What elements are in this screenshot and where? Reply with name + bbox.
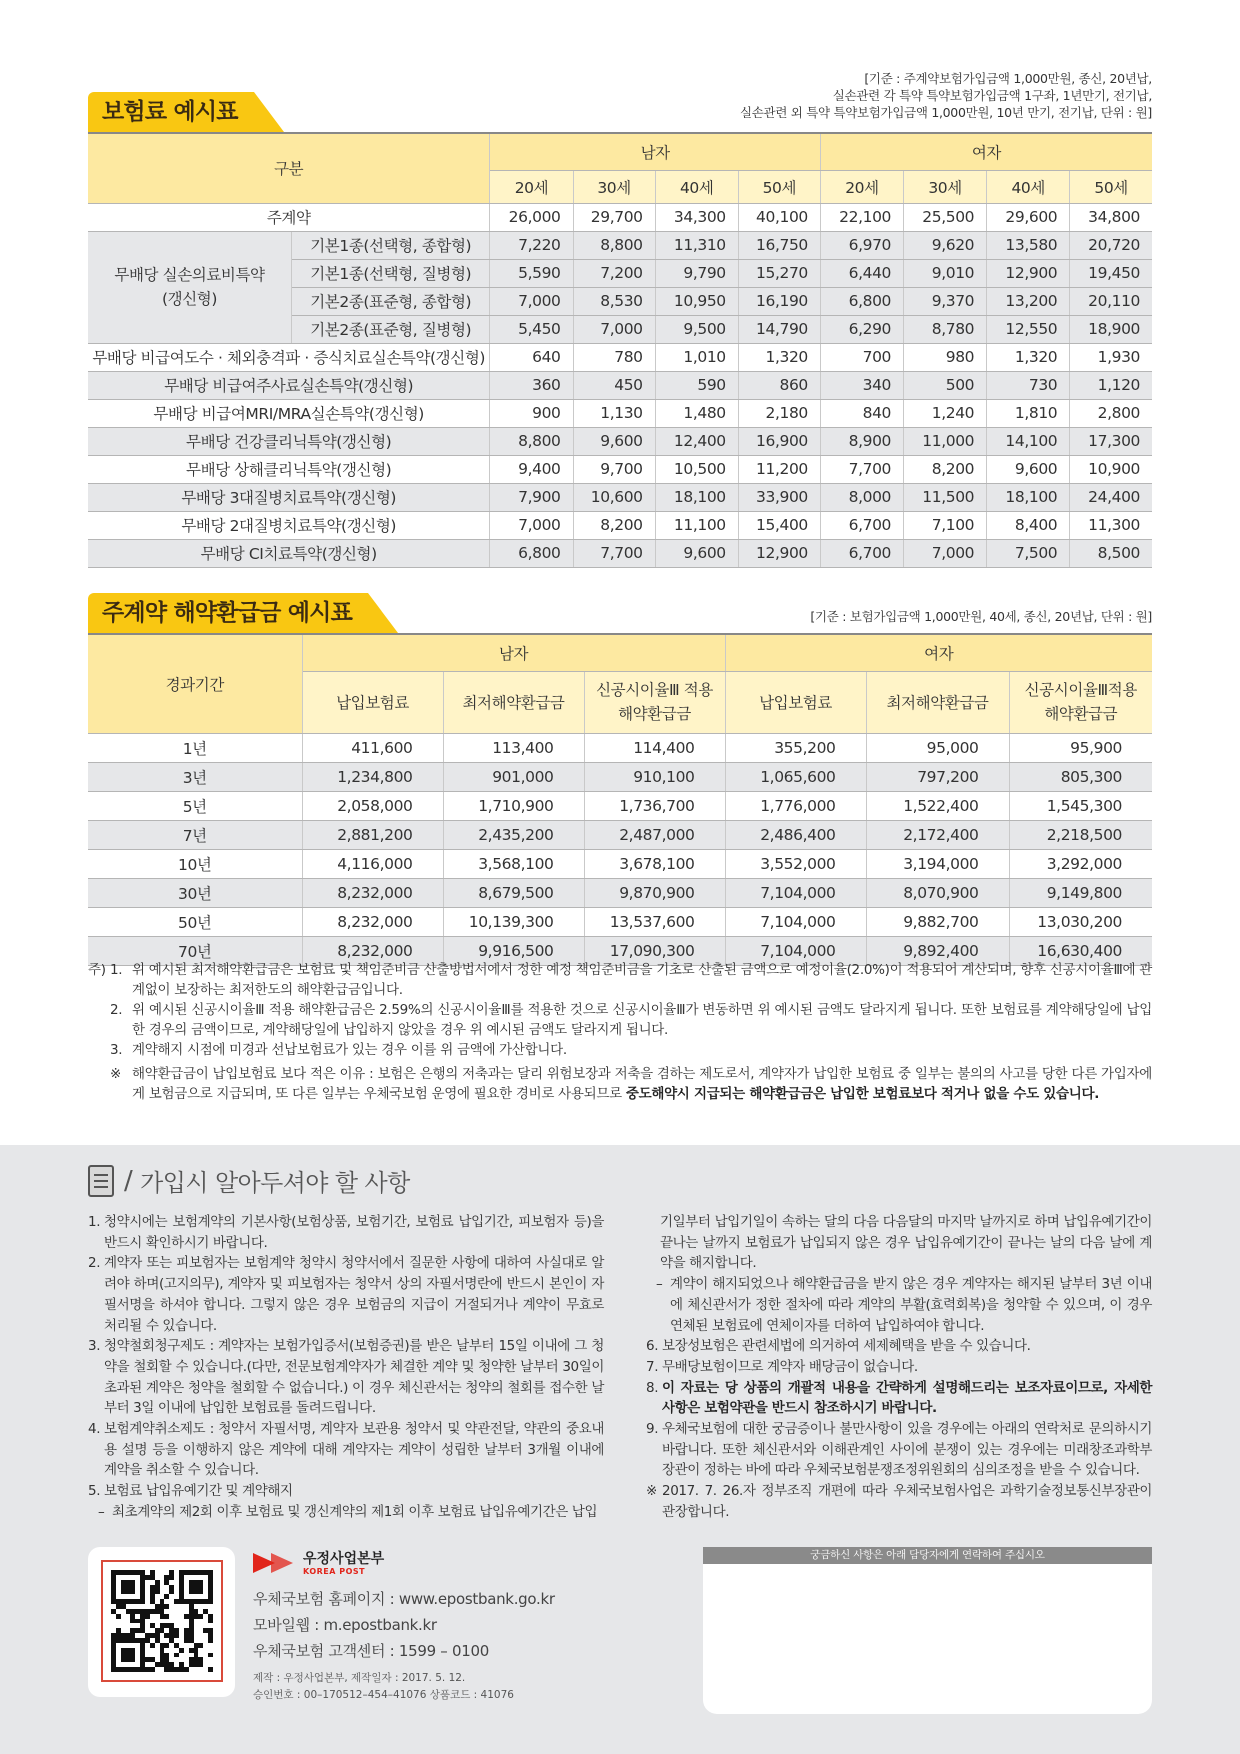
cell: 6,800 xyxy=(820,287,903,315)
cell: 9,700 xyxy=(573,455,655,483)
cell: 2,058,000 xyxy=(302,791,443,820)
cell: 11,310 xyxy=(655,231,738,259)
cell: 13,030,200 xyxy=(1009,907,1152,936)
cell: 7,700 xyxy=(820,455,903,483)
row-label: 기본2종(표준형, 종합형) xyxy=(292,287,490,315)
paid-header: 납입보험료 xyxy=(302,671,443,733)
cell: 6,440 xyxy=(820,259,903,287)
guide-item: 7. 무배당보험이므로 계약자 배당금이 없습니다. xyxy=(646,1358,918,1375)
period-cell: 70년 xyxy=(88,936,302,965)
cell: 10,950 xyxy=(655,287,738,315)
cell: 3,568,100 xyxy=(443,849,584,878)
period-cell: 30년 xyxy=(88,878,302,907)
guide-continuation: 기일부터 납입기일이 속하는 달의 다음 다음달의 마지막 날까지로 하며 납입유예기간이 끝나는 날까지 보험료가 납입되지 않은 경우 납입유예기간이 끝나는 날의 다음 날에 계약을 해지합니다. xyxy=(660,1214,1152,1272)
cell: 6,290 xyxy=(820,315,903,343)
pen-icon: / xyxy=(124,1165,133,1196)
cell: 797,200 xyxy=(866,762,1009,791)
surrender-title: 주계약 해약환급금 예시표 xyxy=(88,593,368,633)
cell: 1,522,400 xyxy=(866,791,1009,820)
cell: 7,900 xyxy=(490,483,573,511)
cell: 411,600 xyxy=(302,733,443,762)
table-row xyxy=(88,511,1152,539)
table-row xyxy=(88,907,1152,936)
row-label: 무배당 건강클리닉특약(갱신형) xyxy=(88,427,490,455)
age-header: 50세 xyxy=(738,170,820,203)
guide-item: 3. 청약철회청구제도 : 계약자는 보험가입증서(보험증권)를 받은 날부터 15일 이내에 그 청약을 철회할 수 있습니다.(다만, 전문보험계약자가 체결한 계약 및 청약한 날부터 30일이 초과된 계약은 청약을 철회할 수 없습니다.) 이 경우 체신관서는 청약의 철회를 접수한 날부터 3일 이내에 납입한 보험료를 돌려드립니다. xyxy=(88,1338,604,1417)
row-label: 무배당 2대질병치료특약(갱신형) xyxy=(88,511,490,539)
cell: 8,232,000 xyxy=(302,907,443,936)
cell: 18,100 xyxy=(655,483,738,511)
cell: 7,104,000 xyxy=(725,907,866,936)
cell: 7,200 xyxy=(573,259,655,287)
cell: 2,487,000 xyxy=(584,820,725,849)
age-header: 20세 xyxy=(820,170,903,203)
note-item: 2. 위 예시된 신공시이율Ⅲ 적용 해약환급금은 2.59%의 신공시이율Ⅲ를 적용한 것으로 신공시이율Ⅲ가 변동하면 위 예시된 금액도 달라지게 됩니다. 또한 보험료를 계약해당일에 납입한 경우의 금액이므로, 계약해당일에 납입하지 않았을 경우 위 예시된 금액도 달라지게 됩니다. xyxy=(110,1002,1152,1038)
age-header: 40세 xyxy=(987,170,1070,203)
cell: 1,710,900 xyxy=(443,791,584,820)
row-label: 기본2종(표준형, 질병형) xyxy=(292,315,490,343)
cell: 1,320 xyxy=(987,343,1070,371)
cell: 9,010 xyxy=(904,259,987,287)
period-cell: 1년 xyxy=(88,733,302,762)
premium-table xyxy=(88,132,1152,568)
cell: 910,100 xyxy=(584,762,725,791)
cell: 3,194,000 xyxy=(866,849,1009,878)
cell: 1,120 xyxy=(1070,371,1152,399)
period-cell: 3년 xyxy=(88,762,302,791)
cell: 1,240 xyxy=(904,399,987,427)
cell: 26,000 xyxy=(490,203,573,231)
period-cell: 7년 xyxy=(88,820,302,849)
row-label: 기본1종(선택형, 질병형) xyxy=(292,259,490,287)
guide-subitem: – 계약이 해지되었으나 해약환급금을 받지 않은 경우 계약자는 해지된 날부터 3년 이내에 체신관서가 정한 절차에 따라 계약의 부활(효력회복)을 청약할 수 있으며, 이 경우 연체된 보험료에 연체이자를 더하여 납입하여야 합니다. xyxy=(656,1276,1152,1334)
min-refund-header: 최저해약환급금 xyxy=(443,671,584,733)
guide-item: 6. 보장성보험은 관련세법에 의거하여 세제혜택을 받을 수 있습니다. xyxy=(646,1338,1031,1355)
cell: 8,780 xyxy=(904,315,987,343)
cell: 13,537,600 xyxy=(584,907,725,936)
cell: 14,790 xyxy=(738,315,820,343)
cell: 113,400 xyxy=(443,733,584,762)
period-cell: 10년 xyxy=(88,849,302,878)
cell: 11,100 xyxy=(655,511,738,539)
cell: 33,900 xyxy=(738,483,820,511)
cell: 1,545,300 xyxy=(1009,791,1152,820)
cell: 14,100 xyxy=(987,427,1070,455)
cell: 900 xyxy=(490,399,573,427)
cell: 10,139,300 xyxy=(443,907,584,936)
age-header: 40세 xyxy=(655,170,738,203)
cell: 5,590 xyxy=(490,259,573,287)
premium-category-header: 구분 xyxy=(88,133,490,203)
guide-right-column xyxy=(646,1212,1152,1523)
note-item: 주) 1. 위 예시된 최저해약환급금은 보험료 및 책임준비금 산출방법서에서 정한 예정 책임준비금을 기초로 산출된 금액으로 예정이율(2.0%)이 적용되어 계산되며, 향후 신공시이율Ⅲ에 관계없이 보장하는 최저한도의 해약환급금입니다. xyxy=(88,962,1152,998)
row-label: 무배당 비급여주사료실손특약(갱신형) xyxy=(88,371,490,399)
cell: 8,500 xyxy=(1070,539,1152,567)
cell: 730 xyxy=(987,371,1070,399)
cell: 3,678,100 xyxy=(584,849,725,878)
cell: 860 xyxy=(738,371,820,399)
cell: 6,970 xyxy=(820,231,903,259)
premium-header-row xyxy=(88,133,1152,170)
cell: 9,892,400 xyxy=(866,936,1009,965)
period-header: 경과기간 xyxy=(88,634,302,733)
cell: 2,180 xyxy=(738,399,820,427)
cell: 16,750 xyxy=(738,231,820,259)
cell: 24,400 xyxy=(1070,483,1152,511)
cell: 6,700 xyxy=(820,539,903,567)
cell: 7,000 xyxy=(490,511,573,539)
guide-item: 5. 보험료 납입유예기간 및 계약해지 xyxy=(88,1483,293,1500)
cell: 6,700 xyxy=(820,511,903,539)
cell: 8,900 xyxy=(820,427,903,455)
group-label: 무배당 실손의료비특약 (갱신형) xyxy=(88,231,292,343)
approval-info: 승인번호 : 00–170512–454–41076 상품코드 : 41076 xyxy=(253,1689,514,1701)
korea-post-logo: 우정사업본부 KOREA POST xyxy=(253,1550,555,1576)
table-row xyxy=(88,483,1152,511)
table-row xyxy=(88,849,1152,878)
korea-post-logo-icon xyxy=(253,1550,297,1576)
table-row xyxy=(88,820,1152,849)
cell: 7,000 xyxy=(573,315,655,343)
cell: 8,000 xyxy=(820,483,903,511)
cell: 500 xyxy=(904,371,987,399)
cell: 16,190 xyxy=(738,287,820,315)
cell: 9,500 xyxy=(655,315,738,343)
cell: 1,010 xyxy=(655,343,738,371)
table-row xyxy=(88,399,1152,427)
cell: 25,500 xyxy=(904,203,987,231)
cell: 4,116,000 xyxy=(302,849,443,878)
cell: 114,400 xyxy=(584,733,725,762)
cell: 8,800 xyxy=(490,427,573,455)
cell: 7,700 xyxy=(573,539,655,567)
cell: 9,600 xyxy=(655,539,738,567)
guide-item: 4. 보험계약취소제도 : 청약서 자필서명, 계약자 보관용 청약서 및 약관전달, 약관의 중요내용 설명 등을 이행하지 않은 계약에 대해 계약자는 계약이 성립한 날부터 3개월 이내에 계약을 취소할 수 있습니다. xyxy=(88,1421,604,1479)
rate-refund-header: 신공시이율Ⅲ적용 해약환급금 xyxy=(1009,671,1152,733)
notebook-icon xyxy=(88,1165,114,1197)
cell: 19,450 xyxy=(1070,259,1152,287)
guide-item: ※ 2017. 7. 26.자 정부조직 개편에 따라 우체국보험사업은 과학기술정보통신부장관이 관장합니다. xyxy=(646,1483,1152,1520)
row-label: 무배당 비급여MRI/MRA실손특약(갱신형) xyxy=(88,399,490,427)
cell: 8,070,900 xyxy=(866,878,1009,907)
cell: 9,600 xyxy=(987,455,1070,483)
note-star: ※ 해약환급금이 납입보험료 보다 적은 이유 : 보험은 은행의 저축과는 달리 위험보장과 저축을 겸하는 제도로서, 계약자가 납입한 보험료 중 일부는 불의의 사고를 당한 다른 가입자에게 보험금으로 지급되며, 또 다른 일부는 우체국보험 운영에 필요한 경비로 사용되므로 중도해약시 지급되는 해약환급금은 납입한 보험료보다 적거나 없을 수도 있습니다. xyxy=(110,1066,1152,1102)
cell: 7,220 xyxy=(490,231,573,259)
cell: 9,790 xyxy=(655,259,738,287)
cell: 8,400 xyxy=(987,511,1070,539)
cell: 9,882,700 xyxy=(866,907,1009,936)
surrender-female-header: 여자 xyxy=(725,634,1152,671)
cell: 590 xyxy=(655,371,738,399)
cell: 8,232,000 xyxy=(302,936,443,965)
guide-item: 8. 이 자료는 당 상품의 개괄적 내용을 간략하게 설명해드리는 보조자료이므로, 자세한 사항은 보험약관을 반드시 참조하시기 바랍니다. xyxy=(646,1379,1152,1417)
premium-male-header: 남자 xyxy=(490,133,821,170)
table-row xyxy=(88,371,1152,399)
table-row xyxy=(88,791,1152,820)
cell: 360 xyxy=(490,371,573,399)
cell: 8,679,500 xyxy=(443,878,584,907)
cell: 7,104,000 xyxy=(725,878,866,907)
cell: 1,480 xyxy=(655,399,738,427)
cell: 20,720 xyxy=(1070,231,1152,259)
surrender-reference: [기준 : 보험가입금액 1,000만원, 40세, 종신, 20년납, 단위 : 원] xyxy=(810,609,1152,624)
table-row xyxy=(88,539,1152,567)
cell: 15,270 xyxy=(738,259,820,287)
cell: 7,000 xyxy=(490,287,573,315)
table-row xyxy=(88,231,1152,259)
cell: 29,700 xyxy=(573,203,655,231)
cell: 9,370 xyxy=(904,287,987,315)
cell: 13,580 xyxy=(987,231,1070,259)
cell: 1,234,800 xyxy=(302,762,443,791)
table-row xyxy=(88,343,1152,371)
cell: 1,320 xyxy=(738,343,820,371)
cell: 9,400 xyxy=(490,455,573,483)
cell: 1,065,600 xyxy=(725,762,866,791)
contact-card xyxy=(703,1547,1152,1714)
cell: 12,550 xyxy=(987,315,1070,343)
surrender-male-header: 남자 xyxy=(302,634,725,671)
cell: 12,900 xyxy=(738,539,820,567)
qr-card xyxy=(88,1547,235,1697)
premium-female-header: 여자 xyxy=(820,133,1152,170)
age-header: 30세 xyxy=(904,170,987,203)
mobile-link[interactable]: 모바일웹 : m.epostbank.kr xyxy=(253,1616,437,1634)
notes xyxy=(88,960,1152,1104)
row-label: 무배당 CI치료특약(갱신형) xyxy=(88,539,490,567)
cell: 95,900 xyxy=(1009,733,1152,762)
cell: 7,500 xyxy=(987,539,1070,567)
table-row xyxy=(88,762,1152,791)
customer-center: 우체국보험 고객센터 : 1599 – 0100 xyxy=(253,1642,489,1660)
qr-code[interactable] xyxy=(101,1560,223,1682)
table-row xyxy=(88,455,1152,483)
cell: 7,100 xyxy=(904,511,987,539)
min-refund-header: 최저해약환급금 xyxy=(866,671,1009,733)
cell: 22,100 xyxy=(820,203,903,231)
period-cell: 50년 xyxy=(88,907,302,936)
row-label: 무배당 3대질병치료특약(갱신형) xyxy=(88,483,490,511)
cell: 11,500 xyxy=(904,483,987,511)
qr-code-pattern xyxy=(111,1570,213,1672)
cell: 17,090,300 xyxy=(584,936,725,965)
cell: 29,600 xyxy=(987,203,1070,231)
period-cell: 5년 xyxy=(88,791,302,820)
cell: 2,435,200 xyxy=(443,820,584,849)
cell: 980 xyxy=(904,343,987,371)
cell: 355,200 xyxy=(725,733,866,762)
cell: 18,100 xyxy=(987,483,1070,511)
cell: 1,810 xyxy=(987,399,1070,427)
cell: 17,300 xyxy=(1070,427,1152,455)
row-label: 기본1종(선택형, 종합형) xyxy=(292,231,490,259)
cell: 8,530 xyxy=(573,287,655,315)
cell: 15,400 xyxy=(738,511,820,539)
cell: 8,200 xyxy=(573,511,655,539)
cell: 6,800 xyxy=(490,539,573,567)
cell: 9,916,500 xyxy=(443,936,584,965)
cell: 9,870,900 xyxy=(584,878,725,907)
cell: 840 xyxy=(820,399,903,427)
cell: 11,200 xyxy=(738,455,820,483)
cell: 11,300 xyxy=(1070,511,1152,539)
production-info: 제작 : 우정사업본부, 제작일자 : 2017. 5. 12. xyxy=(253,1672,466,1684)
cell: 3,552,000 xyxy=(725,849,866,878)
guide-item: 9. 우체국보험에 대한 궁금증이나 불만사항이 있을 경우에는 아래의 연락처로 문의하시기 바랍니다. 또한 체신관서와 이해관계인 사이에 분쟁이 있는 경우에는 미래창조과학부 장관이 정하는 바에 따라 우체국보험분쟁조정위원회의 심의조정을 받을 수 있습니다. xyxy=(646,1421,1152,1479)
cell: 9,620 xyxy=(904,231,987,259)
cell: 9,149,800 xyxy=(1009,878,1152,907)
cell: 40,100 xyxy=(738,203,820,231)
guide-item: 1. 청약시에는 보험계약의 기본사항(보험상품, 보험기간, 보험료 납입기간, 피보험자 등)을 반드시 확인하시기 바랍니다. xyxy=(88,1214,604,1251)
cell: 18,900 xyxy=(1070,315,1152,343)
cell: 11,000 xyxy=(904,427,987,455)
guide-left-column xyxy=(88,1212,604,1523)
cell: 34,800 xyxy=(1070,203,1152,231)
cell: 1,736,700 xyxy=(584,791,725,820)
row-label: 무배당 비급여도수 · 체외충격파 · 증식치료실손특약(갱신형) xyxy=(88,343,490,371)
cell: 1,930 xyxy=(1070,343,1152,371)
cell: 12,900 xyxy=(987,259,1070,287)
guide-item: 2. 계약자 또는 피보험자는 보험계약 청약시 청약서에서 질문한 사항에 대하여 사실대로 알려야 하며(고지의무), 계약자 및 피보험자는 청약서 상의 자필서명란에 반드시 본인이 자필서명을 하셔야 합니다. 그렇지 않은 경우 보험금의 지급이 거절되거나 계약이 무효로 처리될 수 있습니다. xyxy=(88,1255,604,1334)
cell: 2,800 xyxy=(1070,399,1152,427)
table-row xyxy=(88,427,1152,455)
cell: 1,130 xyxy=(573,399,655,427)
guide-subitem: – 최초계약의 제2회 이후 보험료 및 갱신계약의 제1회 이후 보험료 납입유예기간은 납입 xyxy=(98,1503,598,1520)
cell: 5,450 xyxy=(490,315,573,343)
note-item: 3. 계약해지 시점에 미경과 선납보험료가 있는 경우 이를 위 금액에 가산합니다. xyxy=(110,1042,567,1058)
cell: 10,900 xyxy=(1070,455,1152,483)
cell: 20,110 xyxy=(1070,287,1152,315)
cell: 8,200 xyxy=(904,455,987,483)
cell: 34,300 xyxy=(655,203,738,231)
cell: 2,486,400 xyxy=(725,820,866,849)
cell: 3,292,000 xyxy=(1009,849,1152,878)
cell: 16,630,400 xyxy=(1009,936,1152,965)
cell: 805,300 xyxy=(1009,762,1152,791)
age-header: 20세 xyxy=(490,170,573,203)
row-label: 무배당 상해클리닉특약(갱신형) xyxy=(88,455,490,483)
surrender-table xyxy=(88,633,1152,966)
table-row xyxy=(88,878,1152,907)
homepage-link[interactable]: 우체국보험 홈페이지 : www.epostbank.go.kr xyxy=(253,1590,555,1608)
cell: 12,400 xyxy=(655,427,738,455)
row-label: 주계약 xyxy=(88,203,490,231)
rate-refund-header: 신공시이율Ⅲ 적용 해약환급금 xyxy=(584,671,725,733)
cell: 1,776,000 xyxy=(725,791,866,820)
footer-brand xyxy=(253,1550,555,1704)
age-header: 50세 xyxy=(1070,170,1152,203)
cell: 16,900 xyxy=(738,427,820,455)
premium-title: 보험료 예시표 xyxy=(88,92,254,132)
table-row xyxy=(88,733,1152,762)
cell: 7,000 xyxy=(904,539,987,567)
cell: 340 xyxy=(820,371,903,399)
cell: 95,000 xyxy=(866,733,1009,762)
cell: 7,104,000 xyxy=(725,936,866,965)
cell: 2,881,200 xyxy=(302,820,443,849)
guide-title: / 가입시 알아두셔야 할 사항 xyxy=(88,1163,410,1198)
cell: 10,500 xyxy=(655,455,738,483)
paid-header: 납입보험료 xyxy=(725,671,866,733)
contact-bar: 궁금하신 사항은 아래 담당자에게 연락하여 주십시오 xyxy=(703,1547,1152,1564)
cell: 2,172,400 xyxy=(866,820,1009,849)
cell: 450 xyxy=(573,371,655,399)
premium-reference: [기준 : 주계약보험가입금액 1,000만원, 종신, 20년납, 실손관련 각 특약 특약보험가입금액 1구좌, 1년만기, 전기납, 실손관련 외 특약 특약보험가입금액 1,000만원, 10년 만기, 전기납, 단위 : 원] xyxy=(740,71,1152,120)
cell: 8,232,000 xyxy=(302,878,443,907)
cell: 780 xyxy=(573,343,655,371)
cell: 700 xyxy=(820,343,903,371)
cell: 640 xyxy=(490,343,573,371)
cell: 901,000 xyxy=(443,762,584,791)
cell: 10,600 xyxy=(573,483,655,511)
surrender-header-row xyxy=(88,634,1152,671)
cell: 13,200 xyxy=(987,287,1070,315)
cell: 9,600 xyxy=(573,427,655,455)
cell: 8,800 xyxy=(573,231,655,259)
cell: 2,218,500 xyxy=(1009,820,1152,849)
age-header: 30세 xyxy=(573,170,655,203)
table-row xyxy=(88,203,1152,231)
